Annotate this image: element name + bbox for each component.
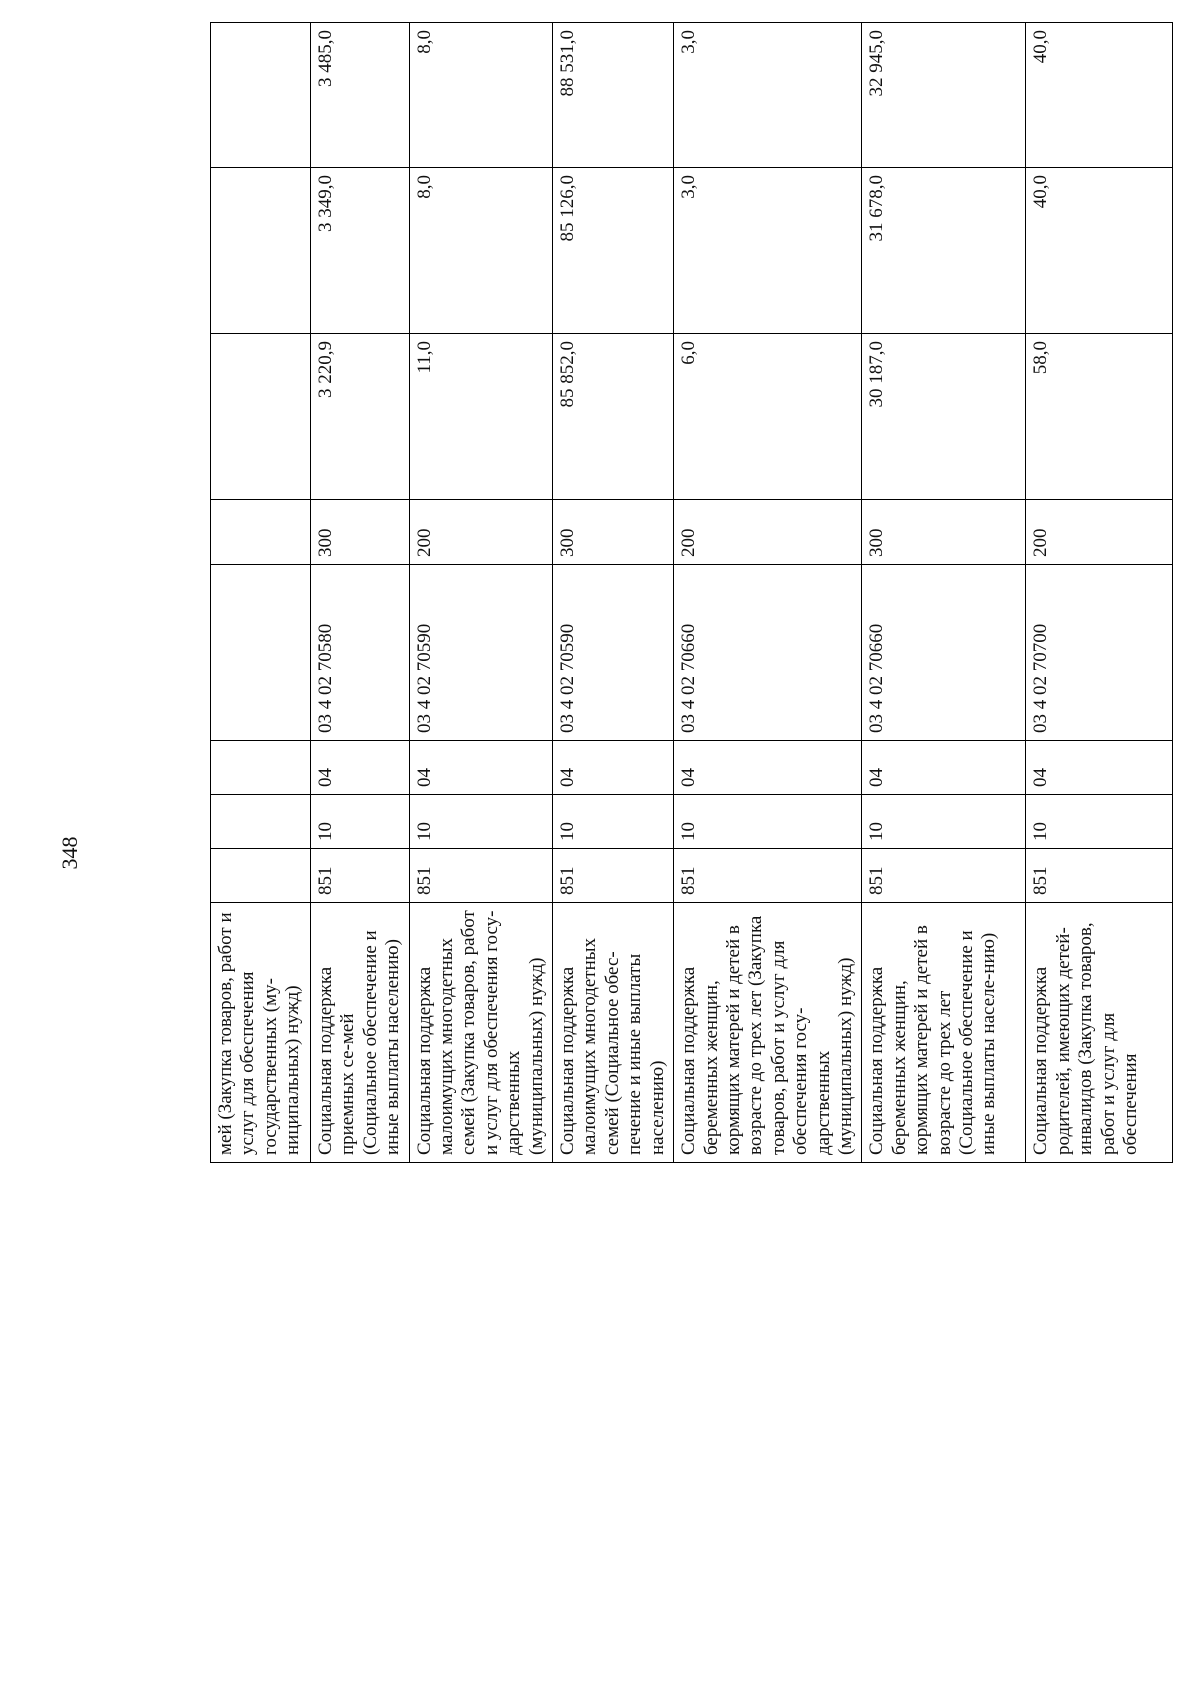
amount-year-1: 58,0 xyxy=(1026,334,1173,500)
row-name: Социальная поддержка малоимущих многодетных семей (Социальное обес-печение и иные выплаты населению) xyxy=(553,903,674,1163)
section-code: 10 xyxy=(1026,795,1173,849)
row-name: Социальная поддержка приемных се-мей (Социальное обеспечение и иные выплаты населению) xyxy=(311,903,410,1163)
target-article-code: 03 4 02 70700 xyxy=(1026,565,1173,741)
amount-year-2: 3 349,0 xyxy=(311,168,410,334)
subsection-code: 04 xyxy=(1026,741,1173,795)
grbs-code xyxy=(211,849,311,903)
subsection-code: 04 xyxy=(553,741,674,795)
expense-type-code: 300 xyxy=(862,500,1026,565)
amount-year-2 xyxy=(211,168,311,334)
table-row xyxy=(409,23,552,1163)
grbs-code: 851 xyxy=(862,849,1026,903)
amount-year-3: 40,0 xyxy=(1026,23,1173,168)
section-code: 10 xyxy=(553,795,674,849)
page-number: 348 xyxy=(57,836,82,870)
subsection-code: 04 xyxy=(409,741,552,795)
amount-year-2: 85 126,0 xyxy=(553,168,674,334)
amount-year-1: 85 852,0 xyxy=(553,334,674,500)
section-code: 10 xyxy=(409,795,552,849)
expense-type-code: 200 xyxy=(674,500,862,565)
target-article-code: 03 4 02 70580 xyxy=(311,565,410,741)
row-name: Социальная поддержка беременных женщин, кормящих матерей и детей в возрасте до трех лет (Закупка товаров, работ и услуг для обеспечения госу-дарственных (муниципальных) нужд) xyxy=(674,903,862,1163)
expense-type-code: 200 xyxy=(1026,500,1173,565)
rotated-table-wrapper xyxy=(210,30,1141,1163)
amount-year-1: 3 220,9 xyxy=(311,334,410,500)
amount-year-3: 88 531,0 xyxy=(553,23,674,168)
amount-year-2: 8,0 xyxy=(409,168,552,334)
table-row xyxy=(674,23,862,1163)
table-row xyxy=(1026,23,1173,1163)
table-row xyxy=(211,23,311,1163)
amount-year-1 xyxy=(211,334,311,500)
section-code: 10 xyxy=(862,795,1026,849)
amount-year-2: 31 678,0 xyxy=(862,168,1026,334)
amount-year-3: 32 945,0 xyxy=(862,23,1026,168)
amount-year-2: 40,0 xyxy=(1026,168,1173,334)
section-code: 10 xyxy=(311,795,410,849)
table-row xyxy=(862,23,1026,1163)
amount-year-1: 11,0 xyxy=(409,334,552,500)
table-row xyxy=(311,23,410,1163)
table-row xyxy=(553,23,674,1163)
row-name: мей (Закупка товаров, работ и услуг для обеспечения государственных (му-ниципальных) нужд) xyxy=(211,903,311,1163)
row-name: Социальная поддержка родителей, имеющих детей-инвалидов (Закупка товаров, работ и услуг для обеспечения xyxy=(1026,903,1173,1163)
row-name: Социальная поддержка малоимущих многодетных семей (Закупка товаров, работ и услуг для обеспечения госу-дарственных (муниципальных) нужд) xyxy=(409,903,552,1163)
subsection-code: 04 xyxy=(674,741,862,795)
amount-year-1: 6,0 xyxy=(674,334,862,500)
grbs-code: 851 xyxy=(311,849,410,903)
amount-year-3: 3,0 xyxy=(674,23,862,168)
subsection-code xyxy=(211,741,311,795)
target-article-code: 03 4 02 70660 xyxy=(862,565,1026,741)
grbs-code: 851 xyxy=(674,849,862,903)
amount-year-2: 3,0 xyxy=(674,168,862,334)
target-article-code xyxy=(211,565,311,741)
budget-table xyxy=(210,22,1173,1163)
amount-year-3: 3 485,0 xyxy=(311,23,410,168)
expense-type-code: 300 xyxy=(311,500,410,565)
row-name: Социальная поддержка беременных женщин, кормящих матерей и детей в возрасте до трех лет (Социальное обеспечение и иные выплаты населе-нию) xyxy=(862,903,1026,1163)
grbs-code: 851 xyxy=(409,849,552,903)
grbs-code: 851 xyxy=(553,849,674,903)
amount-year-3: 8,0 xyxy=(409,23,552,168)
section-code: 10 xyxy=(674,795,862,849)
expense-type-code: 200 xyxy=(409,500,552,565)
target-article-code: 03 4 02 70590 xyxy=(409,565,552,741)
amount-year-1: 30 187,0 xyxy=(862,334,1026,500)
expense-type-code xyxy=(211,500,311,565)
target-article-code: 03 4 02 70660 xyxy=(674,565,862,741)
expense-type-code: 300 xyxy=(553,500,674,565)
subsection-code: 04 xyxy=(311,741,410,795)
section-code xyxy=(211,795,311,849)
amount-year-3 xyxy=(211,23,311,168)
grbs-code: 851 xyxy=(1026,849,1173,903)
target-article-code: 03 4 02 70590 xyxy=(553,565,674,741)
subsection-code: 04 xyxy=(862,741,1026,795)
